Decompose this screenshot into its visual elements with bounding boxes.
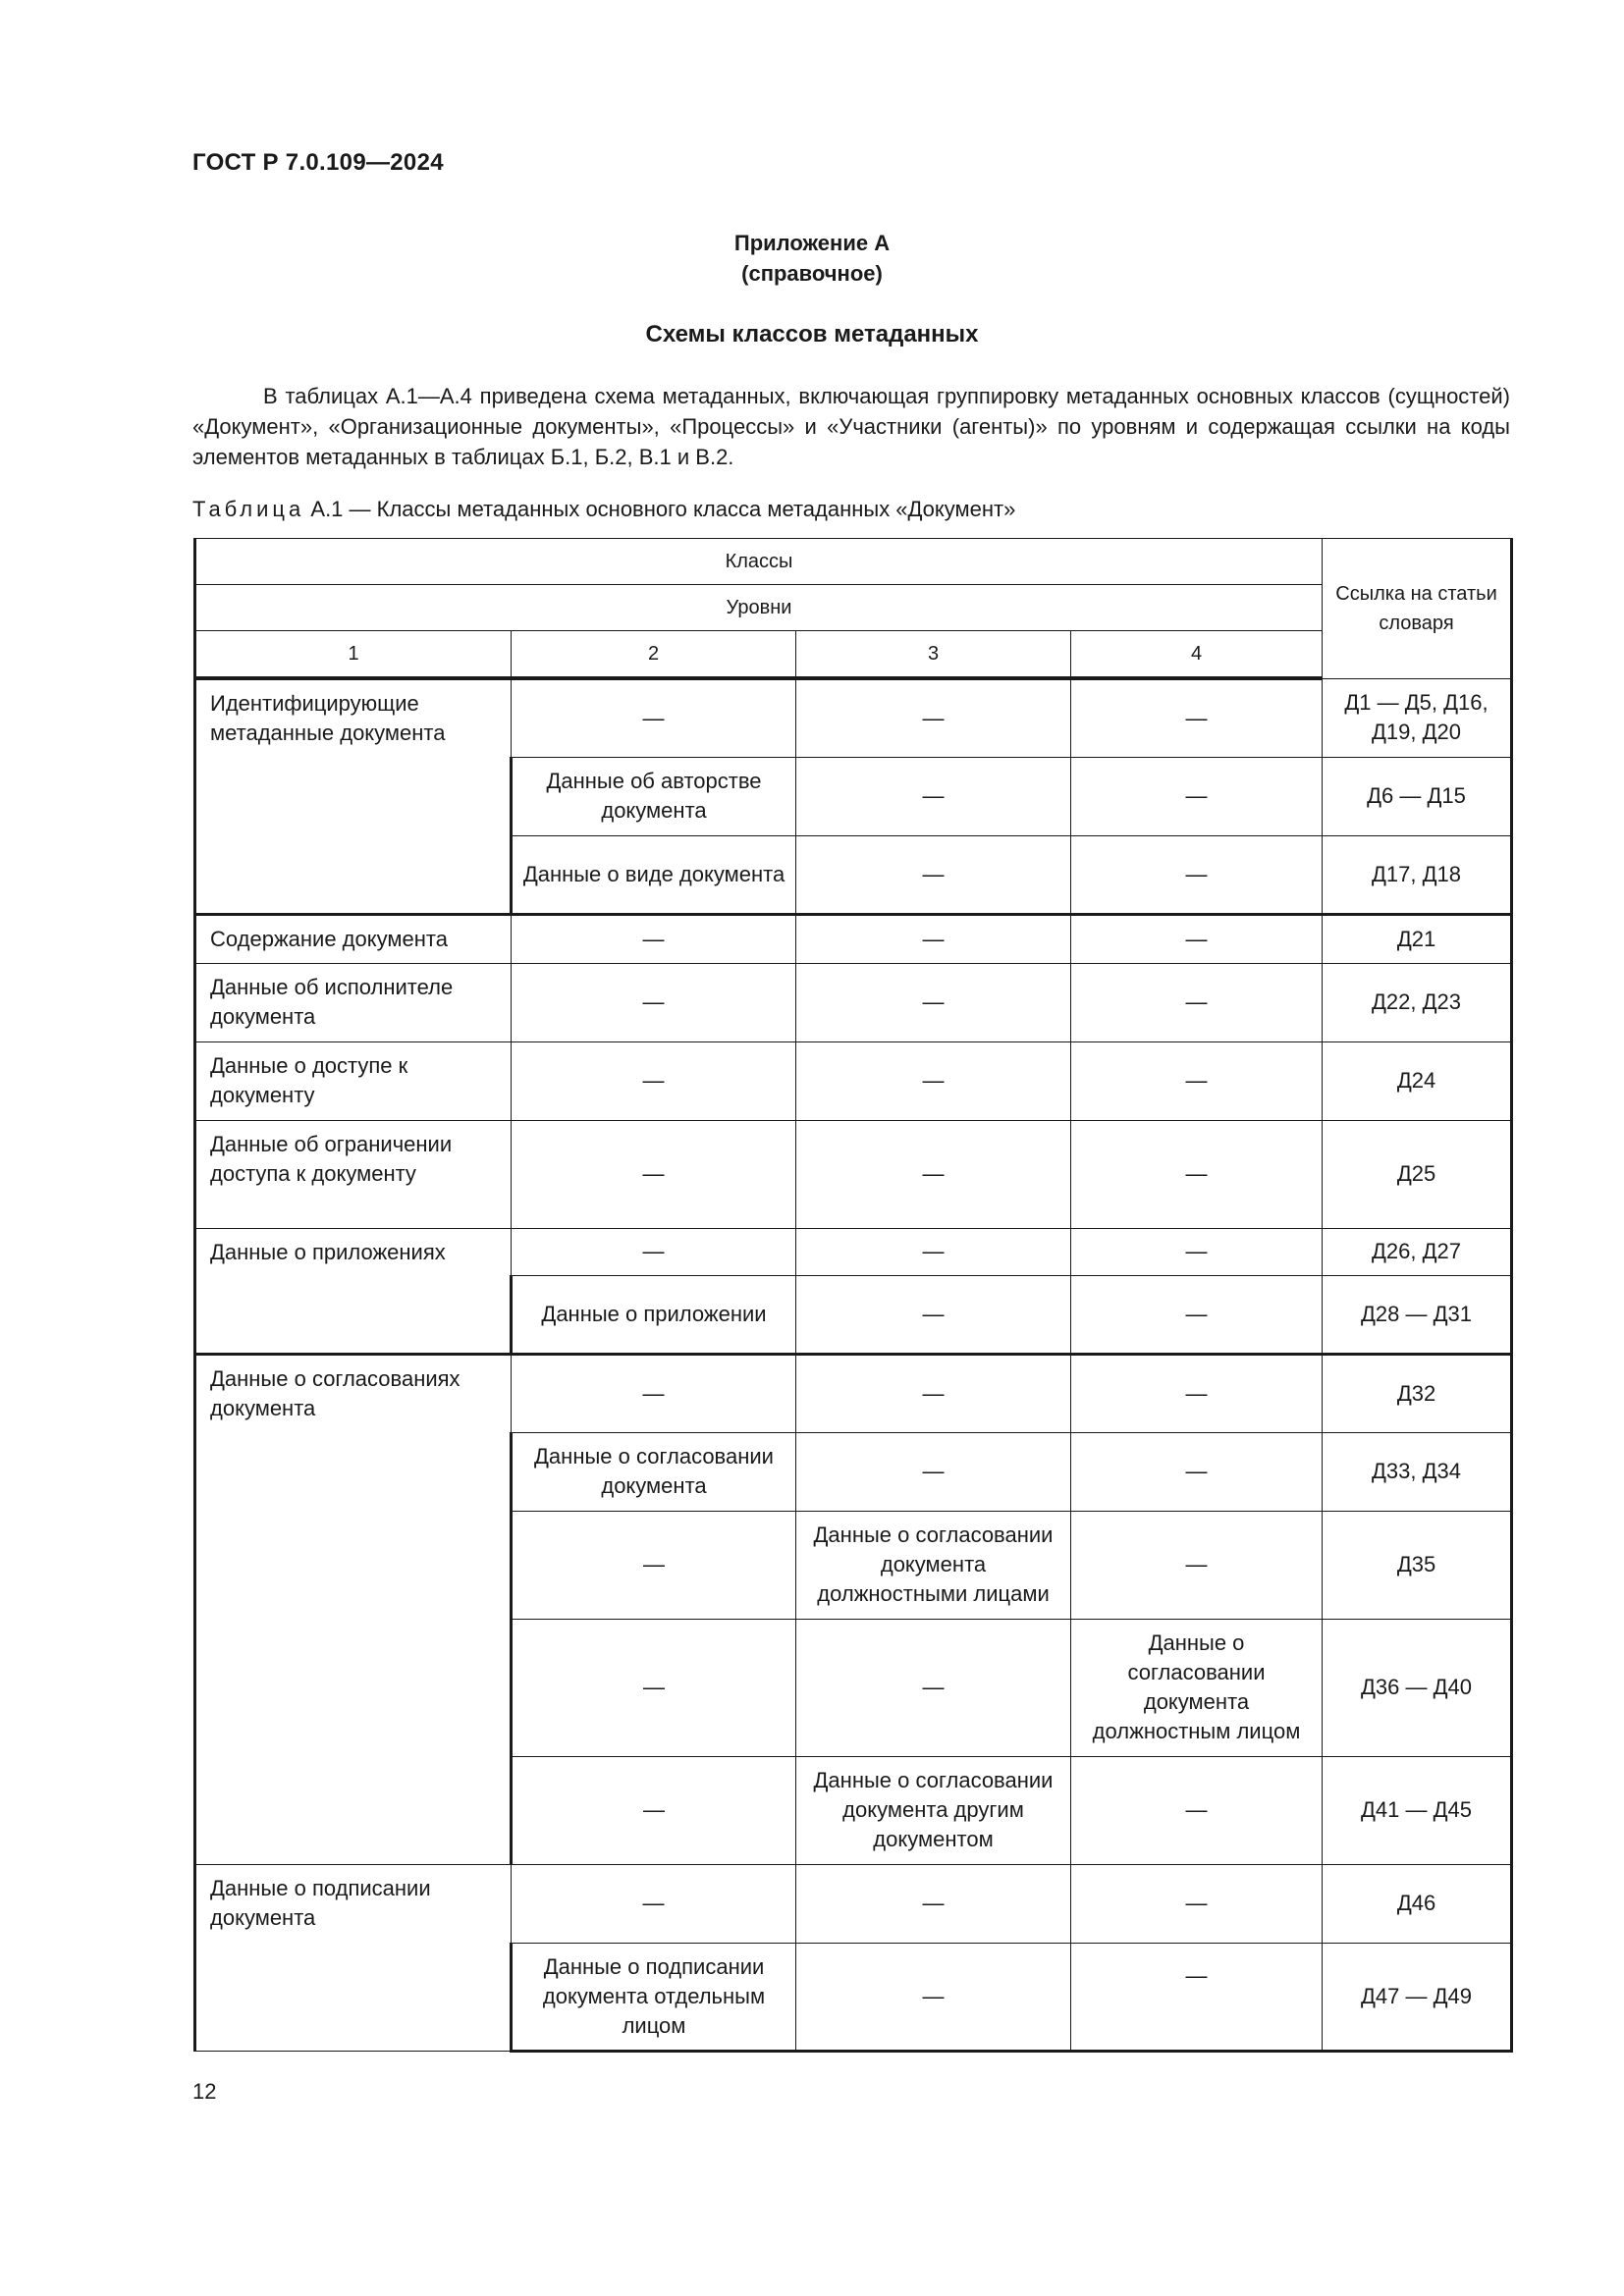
class-level-4: — [1071, 1275, 1323, 1354]
dictionary-ref: Д22, Д23 [1323, 963, 1512, 1041]
dictionary-ref: Д41 — Д45 [1323, 1756, 1512, 1864]
class-level-4: — [1071, 1432, 1323, 1511]
class-level-4: — [1071, 1120, 1323, 1228]
dictionary-ref: Д33, Д34 [1323, 1432, 1512, 1511]
class-level-3: — [796, 1120, 1071, 1228]
metadata-classes-table [193, 538, 1513, 2053]
dictionary-ref: Д46 [1323, 1864, 1512, 1943]
page-number: 12 [192, 2079, 217, 2104]
header-levels: Уровни [195, 585, 1323, 631]
class-level-1: Идентифицирующие метаданные документа [195, 678, 512, 914]
class-level-3: — [796, 1041, 1071, 1120]
table-row [195, 1864, 1512, 1943]
class-level-3: — [796, 1864, 1071, 1943]
class-level-3: — [796, 1943, 1071, 2051]
dictionary-ref: Д36 — Д40 [1323, 1619, 1512, 1756]
table-header [195, 539, 1512, 679]
class-level-4: — [1071, 914, 1323, 963]
header-level-4: 4 [1071, 631, 1323, 679]
class-level-1: Содержание документа [195, 914, 512, 963]
class-level-4: — [1071, 757, 1323, 835]
class-level-4: — [1071, 1756, 1323, 1864]
dictionary-ref: Д24 [1323, 1041, 1512, 1120]
class-level-3: Данные о согласовании документа должностными лицами [796, 1511, 1071, 1619]
class-level-2: — [512, 1511, 796, 1619]
section-title: Схемы классов метаданных [645, 321, 979, 347]
class-level-2: Данные о подписании документа отдельным лицом [512, 1943, 796, 2051]
header-level-2: 2 [512, 631, 796, 679]
table-caption-text: А.1 — Классы метаданных основного класса метаданных «Документ» [310, 497, 1016, 521]
dictionary-ref: Д21 [1323, 914, 1512, 963]
dictionary-ref: Д17, Д18 [1323, 835, 1512, 914]
dictionary-ref: Д25 [1323, 1120, 1512, 1228]
class-level-3: — [796, 678, 1071, 757]
header-classes: Классы [195, 539, 1323, 585]
class-level-1: Данные об исполнителе документа [195, 963, 512, 1041]
table-caption-label: Таблица [192, 497, 305, 521]
class-level-3: — [796, 1228, 1071, 1275]
class-level-1: Данные о приложениях [195, 1228, 512, 1354]
class-level-2: — [512, 963, 796, 1041]
table-body [195, 678, 1512, 2051]
dictionary-ref: Д26, Д27 [1323, 1228, 1512, 1275]
class-level-4: Данные о согласовании документа должностным лицом [1071, 1619, 1323, 1756]
class-level-4: — [1071, 1354, 1323, 1432]
dictionary-ref: Д35 [1323, 1511, 1512, 1619]
class-level-2: — [512, 1354, 796, 1432]
table-row [195, 1041, 1512, 1120]
class-level-4: — [1071, 1864, 1323, 1943]
class-level-1: Данные о согласованиях документа [195, 1354, 512, 1864]
dictionary-ref: Д32 [1323, 1354, 1512, 1432]
class-level-2: — [512, 914, 796, 963]
class-level-4: — [1071, 1228, 1323, 1275]
class-level-2: — [512, 1120, 796, 1228]
class-level-3: — [796, 835, 1071, 914]
class-level-1: Данные о доступе к документу [195, 1041, 512, 1120]
table-row [195, 1120, 1512, 1228]
class-level-2: — [512, 1756, 796, 1864]
class-level-4: — [1071, 963, 1323, 1041]
class-level-2: — [512, 1864, 796, 1943]
table-row [195, 1354, 1512, 1432]
class-level-4: — [1071, 1041, 1323, 1120]
header-level-1: 1 [195, 631, 512, 679]
dictionary-ref: Д28 — Д31 [1323, 1275, 1512, 1354]
class-level-4: — [1071, 835, 1323, 914]
class-level-3: — [796, 914, 1071, 963]
table-row [195, 1228, 1512, 1275]
class-level-2: Данные о виде документа [512, 835, 796, 914]
class-level-4: — [1071, 678, 1323, 757]
class-level-1: Данные об ограничении доступа к документу [195, 1120, 512, 1228]
header-level-3: 3 [796, 631, 1071, 679]
dictionary-ref: Д1 — Д5, Д16, Д19, Д20 [1323, 678, 1512, 757]
class-level-3: — [796, 1432, 1071, 1511]
appendix-title: Приложение А [733, 231, 891, 255]
table-row [195, 914, 1512, 963]
class-level-3: — [796, 757, 1071, 835]
class-level-3: — [796, 1354, 1071, 1432]
class-level-1: Данные о подписании документа [195, 1864, 512, 2051]
table-caption [192, 497, 1015, 522]
table-row [195, 678, 1512, 757]
class-level-2: — [512, 1228, 796, 1275]
header-dictionary-ref: Ссылка на статьи словаря [1323, 539, 1512, 679]
class-level-3: — [796, 1275, 1071, 1354]
dictionary-ref: Д47 — Д49 [1323, 1943, 1512, 2051]
class-level-2: Данные об авторстве документа [512, 757, 796, 835]
class-level-2: Данные о приложении [512, 1275, 796, 1354]
appendix-status: (справочное) [741, 261, 883, 286]
class-level-2: Данные о согласовании документа [512, 1432, 796, 1511]
class-level-2: — [512, 678, 796, 757]
table-row [195, 963, 1512, 1041]
class-level-3: — [796, 1619, 1071, 1756]
class-level-2: — [512, 1041, 796, 1120]
standard-id: ГОСТ Р 7.0.109—2024 [192, 149, 444, 176]
class-level-3: — [796, 963, 1071, 1041]
class-level-3: Данные о согласовании документа другим документом [796, 1756, 1071, 1864]
class-level-2: — [512, 1619, 796, 1756]
dictionary-ref: Д6 — Д15 [1323, 757, 1512, 835]
class-level-4: — [1071, 1511, 1323, 1619]
intro-paragraph: В таблицах А.1—А.4 приведена схема метаданных, включающая группировку метаданных основных классов (сущностей) «Документ», «Организационные документы», «Процессы» и «Участники (агенты)» по уровням и содержащая ссылки на коды элементов метаданных в таблицах Б.1, Б.2, В.1 и В.2. [192, 384, 1510, 469]
class-level-4: — [1071, 1943, 1323, 2051]
